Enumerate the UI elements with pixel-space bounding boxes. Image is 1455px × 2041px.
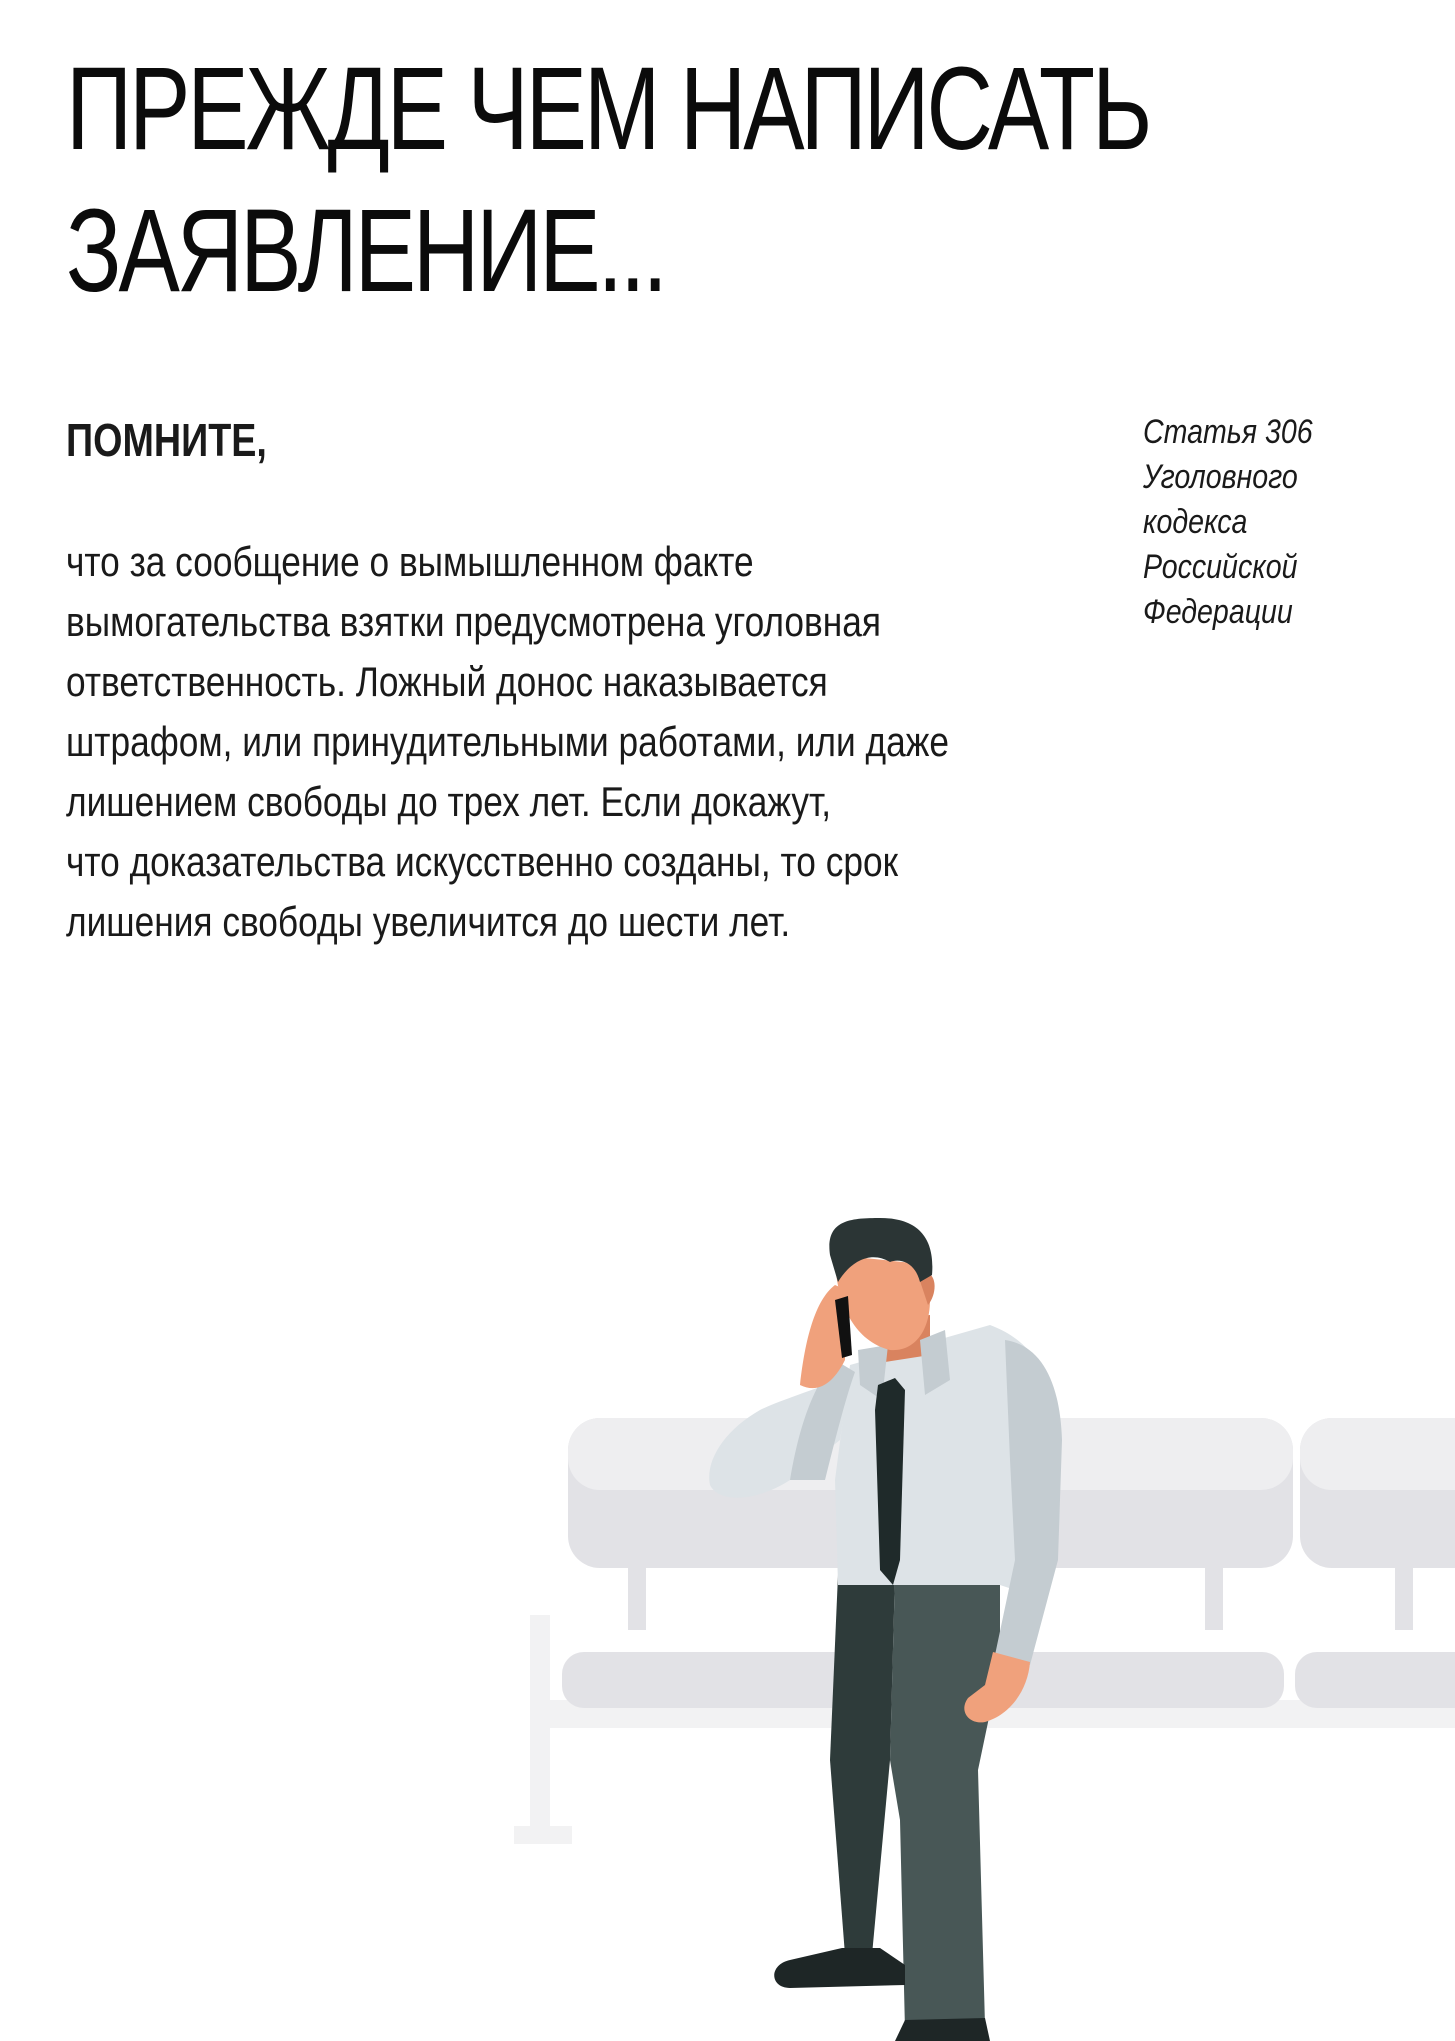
- paragraph-line: что за сообщение о вымышленном факте: [66, 538, 754, 585]
- paragraph-line: вымогательства взятки предусмотрена уголовная: [66, 598, 881, 645]
- law-reference-line: Федерации: [1143, 593, 1293, 631]
- law-reference-line: Российской: [1143, 548, 1298, 586]
- bench-connector: [1205, 1560, 1223, 1630]
- law-reference-note: [1143, 410, 1313, 635]
- paragraph-line: ответственность. Ложный донос наказывается: [66, 658, 828, 705]
- page-title-line-1: ПРЕЖДЕ ЧЕМ НАПИСАТЬ: [66, 43, 1150, 175]
- paragraph-line: лишения свободы увеличится до шести лет.: [66, 898, 791, 945]
- trousers-left-leg: [830, 1575, 895, 1955]
- page-title: [66, 38, 1150, 322]
- bench-connector: [628, 1560, 646, 1630]
- paragraph-line: лишением свободы до трех лет. Если докажут,: [66, 778, 832, 825]
- trousers-right-leg: [890, 1572, 1000, 2030]
- bench-seat: [1295, 1652, 1455, 1708]
- bench-backrest-highlight: [1300, 1418, 1455, 1490]
- bench-frame-foot: [514, 1826, 572, 1844]
- paragraph-line: штрафом, или принудительными работами, или даже: [66, 718, 949, 765]
- law-reference-line: кодекса: [1143, 503, 1248, 541]
- remember-heading: ПОМНИТЕ,: [66, 414, 267, 466]
- law-reference-line: Уголовного: [1143, 458, 1298, 496]
- man-on-phone-icon: [709, 1218, 1062, 2041]
- shoe-right: [895, 2018, 990, 2041]
- shoe-left: [774, 1948, 905, 1988]
- law-reference-line: Статья 306: [1143, 413, 1313, 451]
- bench-connector: [1395, 1560, 1413, 1630]
- paragraph-line: что доказательства искусственно созданы, то срок: [66, 838, 899, 885]
- warning-paragraph: [66, 532, 1141, 952]
- illustration: [0, 1180, 1455, 2041]
- page-title-line-2: ЗАЯВЛЕНИЕ...: [66, 185, 665, 317]
